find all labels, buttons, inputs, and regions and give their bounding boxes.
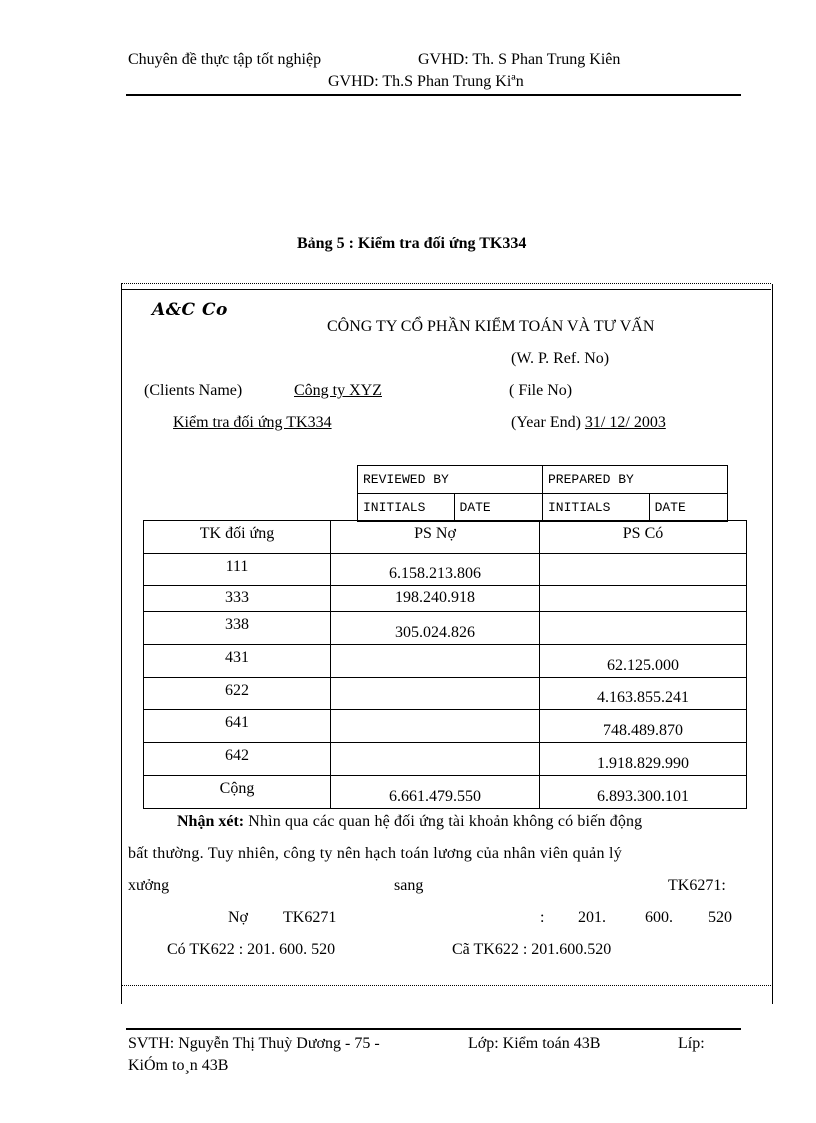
cell-tk: 338	[144, 612, 331, 645]
table-row	[144, 710, 747, 743]
cell-co	[540, 553, 747, 586]
reconciliation-table	[143, 520, 747, 809]
remark-line-4a: Nợ	[228, 909, 249, 926]
header-ps-no: PS Nợ	[331, 521, 540, 554]
client-name-text: Công ty XYZ	[294, 382, 382, 399]
header-ps-co: PS Có	[540, 521, 747, 554]
form-top-rule	[121, 289, 771, 290]
cell-co: 1.918.829.990	[540, 743, 747, 776]
cell-no	[331, 677, 540, 710]
footer-left: SVTH: Nguyễn Thị Thuỳ Dương - 75 -	[128, 1035, 380, 1052]
total-no: 6.661.479.550	[331, 775, 540, 808]
table-header-row	[144, 521, 747, 554]
table-row	[144, 612, 747, 645]
subject-text: Kiểm tra đối ứng TK334	[173, 414, 332, 431]
remark-line-1-text: Nhìn qua các quan hệ đối ứng tài khoản không có biến động	[244, 813, 643, 830]
prepared-date: DATE	[649, 494, 727, 522]
company-name: CÔNG TY CỔ PHẦN KIỂM TOÁN VÀ TƯ VẤN	[327, 318, 655, 335]
table-row	[144, 586, 747, 612]
remark-line-4e: 600.	[645, 909, 673, 926]
file-no: ( File No)	[509, 382, 573, 399]
cell-tk: 111	[144, 553, 331, 586]
remark-line-4f: 520	[708, 909, 732, 926]
remark-label: Nhận xét:	[177, 813, 245, 830]
cell-tk: 642	[144, 743, 331, 776]
table-row	[144, 553, 747, 586]
cell-co	[540, 586, 747, 612]
reviewed-date: DATE	[454, 494, 542, 522]
cell-tk: 431	[144, 645, 331, 678]
cell-no: 305.024.826	[331, 612, 540, 645]
prepared-initials: INITIALS	[543, 494, 650, 522]
form-top-dotted-rule	[121, 283, 771, 284]
year-end-value: 31/ 12/ 2003	[584, 414, 666, 431]
cell-co: 62.125.000	[540, 645, 747, 678]
total-label: Cộng	[144, 775, 331, 808]
reviewed-by-header: REVIEWED BY	[358, 466, 543, 494]
remark-line-3a: xưởng	[128, 877, 170, 894]
header-left: Chuyên đề thực tập tốt nghiệp	[128, 51, 322, 68]
clients-label: (Clients Name)	[144, 382, 243, 399]
remark-line-3c: TK6271:	[668, 877, 726, 894]
cell-co: 4.163.855.241	[540, 677, 747, 710]
subject	[173, 414, 381, 432]
reviewed-initials: INITIALS	[358, 494, 455, 522]
remark-line-4d: 201.	[578, 909, 606, 926]
remark-line-4c: :	[540, 909, 545, 926]
cell-co	[540, 612, 747, 645]
cell-no	[331, 710, 540, 743]
footer-right: Líp:	[678, 1035, 705, 1052]
cell-no: 6.158.213.806	[331, 553, 540, 586]
cell-tk: 622	[144, 677, 331, 710]
table-title: Bảng 5 : Kiểm tra đối ứng TK334	[297, 235, 527, 252]
year-end	[511, 414, 666, 432]
table-row	[144, 645, 747, 678]
remark-line-3b: sang	[394, 877, 424, 894]
table-row	[144, 677, 747, 710]
cell-tk: 333	[144, 586, 331, 612]
review-table	[357, 465, 728, 522]
wp-ref: (W. P. Ref. No)	[511, 350, 610, 367]
header-second-line: GVHD: Th.S Phan Trung Kiªn	[328, 73, 524, 90]
form-bottom-dotted-rule	[121, 985, 771, 986]
footer-middle: Lớp: Kiểm toán 43B	[468, 1035, 601, 1052]
header-rule	[126, 94, 741, 96]
remark-line-4b: TK6271	[283, 909, 337, 926]
cell-no	[331, 645, 540, 678]
table-row	[144, 743, 747, 776]
footer-second-line: KiÓm to¸n 43B	[128, 1057, 229, 1074]
header-tk: TK đối ứng	[144, 521, 331, 554]
footer-rule	[126, 1028, 741, 1030]
remark-line-5a: Có TK622 : 201. 600. 520	[167, 941, 336, 958]
company-logo: A&C Co	[152, 300, 228, 320]
total-co: 6.893.300.101	[540, 775, 747, 808]
year-end-label: (Year End)	[511, 414, 581, 431]
client-name	[272, 382, 508, 400]
remark-line-1	[177, 806, 642, 838]
cell-tk: 641	[144, 710, 331, 743]
cell-co: 748.489.870	[540, 710, 747, 743]
prepared-by-header: PREPARED BY	[543, 466, 728, 494]
cell-no: 198.240.918	[331, 586, 540, 612]
cell-no	[331, 743, 540, 776]
remark-line-2: bất thường. Tuy nhiên, công ty nên hạch toán lương của nhân viên quản lý	[128, 845, 622, 862]
remark-line-5b: Cã TK622 : 201.600.520	[452, 941, 612, 958]
header-right: GVHD: Th. S Phan Trung Kiên	[418, 51, 621, 68]
table-total-row	[144, 775, 747, 808]
